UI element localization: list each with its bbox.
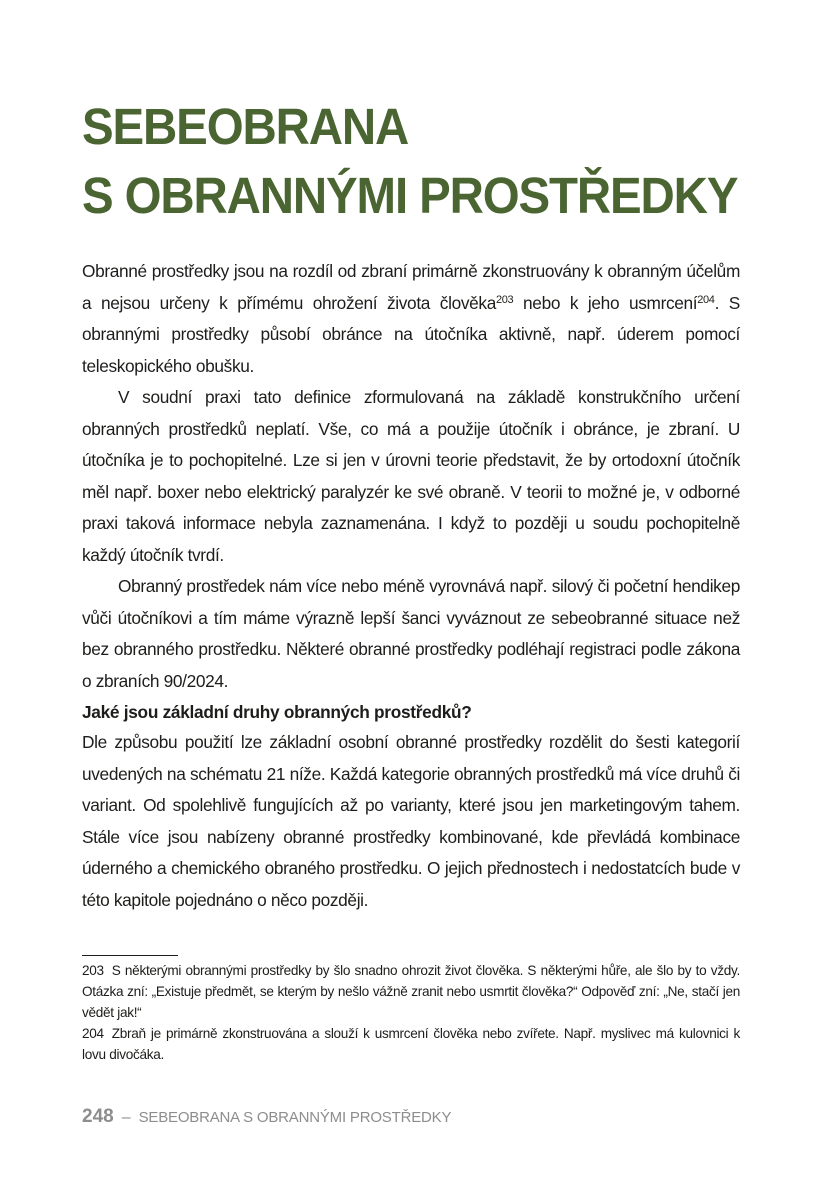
- footnote-text: S některými obrannými prostředky by šlo snadno ohrozit život člověka. S některými hůře, ale šlo by to vždy. Otázka zní: „Existuje předmět, se kterým by nešlo vážně zranit nebo usmrtit člověka?“ Odpověď zní: „Ne, stačí jen vědět jak!“: [82, 963, 740, 1020]
- footnote-ref-204[interactable]: 204: [697, 293, 715, 306]
- footnotes: [82, 960, 740, 1065]
- paragraph-1: [82, 256, 740, 382]
- page-number: 248: [82, 1106, 114, 1127]
- chapter-title-line-1: SEBEOBRANA: [82, 98, 409, 155]
- footnote-number: 203: [82, 963, 104, 978]
- page-footer: [82, 1106, 451, 1128]
- footnote-203: [82, 960, 740, 1023]
- section-paragraph: Dle způsobu použití lze základní osobní obranné prostředky rozdělit do šesti kategorií uvedených na schématu 21 níže. Každá kategorie obranných prostředků má více druhů či variant. Od spolehlivě fungujících až po varianty, které jsou jen marketingovým tahem. Stále více jsou nabízeny obranné prostředky kombinované, kde převládá kombinace úderného a chemického obraného prostředku. O jejich přednostech i nedostatcích bude v této kapitole pojednáno o něco později.: [82, 732, 740, 910]
- footnote-ref-203[interactable]: 203: [495, 293, 514, 306]
- running-head: SEBEOBRANA S OBRANNÝMI PROSTŘEDKY: [138, 1109, 452, 1126]
- footnote-204: [82, 1023, 740, 1065]
- paragraph-1-part-a: Obranné prostředky jsou na rozdíl od zbraní primárně zkonstruovány k obranným účelům a nejsou určeny k přímému ohrožení života člověka: [82, 261, 740, 313]
- chapter-title: [82, 92, 737, 230]
- paragraph-2: V soudní praxi tato definice zformulovaná na základě konstrukčního určení obranných prostředků neplatí. Vše, co má a použije útočník i obránce, je zbraní. U útočníka je to pochopitelné. Lze si jen v úrovni teorie představit, že by ortodoxní útočník měl např. boxer nebo elektrický paralyzér ke své obraně. V teorii to možné je, v odborné praxi taková informace nebyla zaznamenána. I když to později u soudu pochopitelně každý útočník tvrdí.: [82, 387, 740, 565]
- footnote-text: Zbraň je primárně zkonstruována a slouží k usmrcení člověka nebo zvířete. Např. myslivec má kulovnici k lovu divočáka.: [82, 1026, 740, 1062]
- footnote-number: 204: [82, 1026, 104, 1041]
- paragraph-1-part-c: . S obrannými prostředky působí obránce na útočníka aktivně, např. úderem pomocí teleskopického obušku.: [82, 292, 740, 376]
- paragraph-3: Obranný prostředek nám více nebo méně vyrovnává např. silový či početní hendikep vůči útočníkovi a tím máme výrazně lepší šanci vyváznout ze sebeobranné situace než bez obranného prostředku. Některé obranné prostředky podléhají registraci podle zákona o zbraních 90/2024.: [82, 576, 740, 691]
- section-heading: Jaké jsou základní druhy obranných prostředků?: [82, 702, 472, 722]
- footer-separator: –: [121, 1109, 131, 1126]
- chapter-title-line-2: S OBRANNÝMI PROSTŘEDKY: [82, 167, 738, 224]
- footnote-divider: [82, 955, 178, 956]
- paragraph-1-part-b: nebo k jeho usmrcení: [513, 292, 698, 313]
- intro-text: [82, 256, 740, 697]
